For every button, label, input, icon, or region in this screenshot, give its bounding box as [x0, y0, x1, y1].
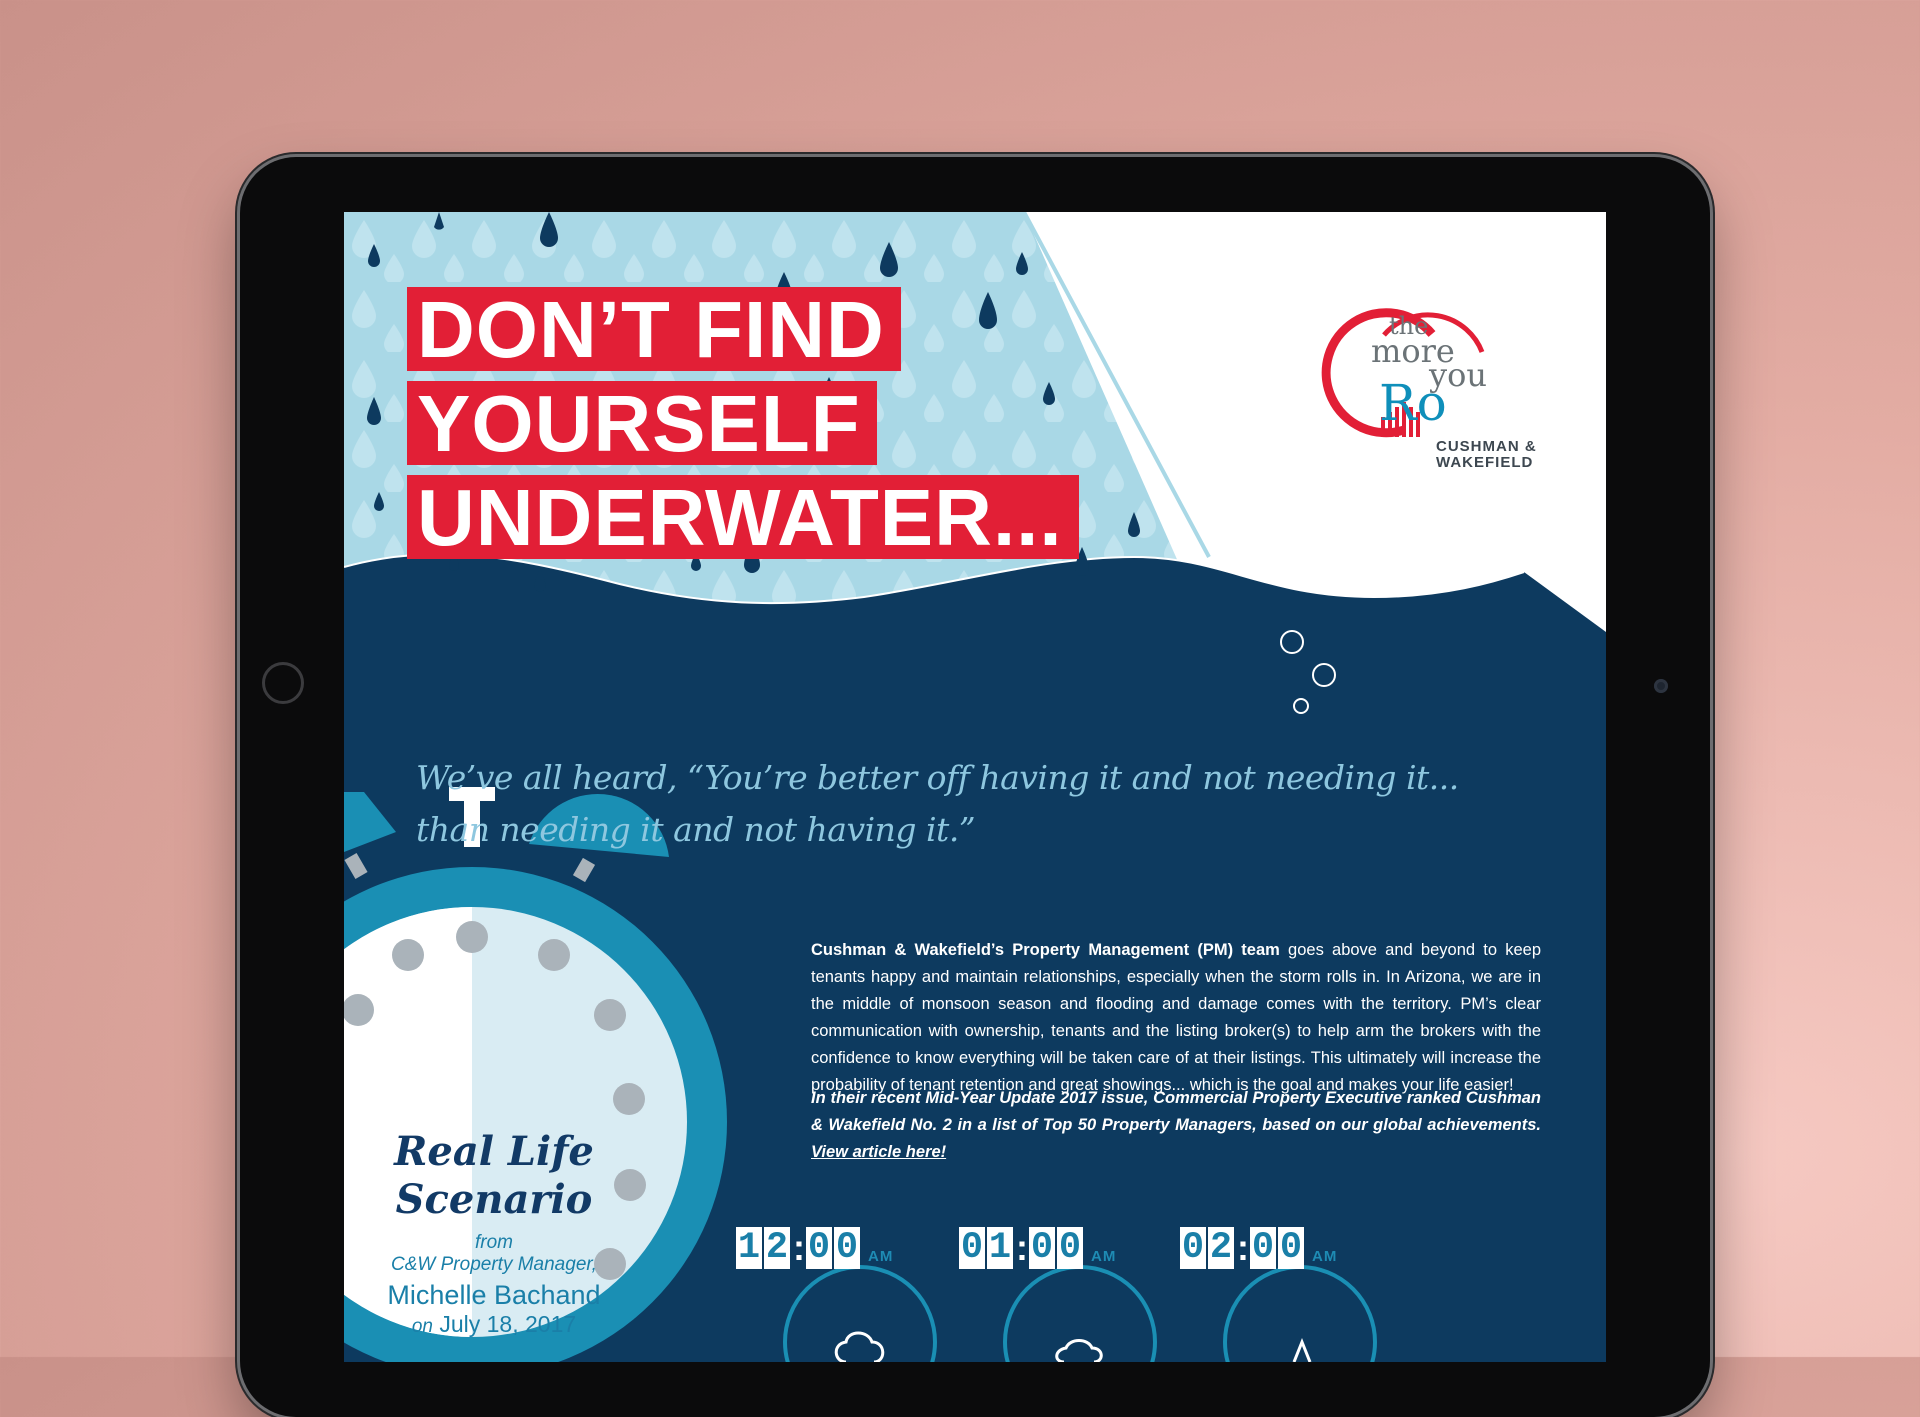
time-digit: 0: [1251, 1227, 1275, 1269]
body-paragraph: [811, 937, 1541, 1099]
quote-line-2: than needing it and not having it.”: [416, 810, 976, 849]
headline: [407, 287, 1079, 569]
time-digit: 0: [1030, 1227, 1054, 1269]
home-button[interactable]: [262, 662, 304, 704]
camera-icon: [1654, 679, 1668, 693]
time-digit: 0: [1058, 1227, 1082, 1269]
quote-line-1: We’ve all heard, “You’re better off having it and not needing it...: [416, 758, 1459, 797]
time-0200: [1180, 1227, 1337, 1269]
scenario-from: from: [475, 1232, 513, 1253]
time-digit: 0: [960, 1227, 984, 1269]
time-ampm: AM: [1312, 1248, 1338, 1265]
scenario-title-line-1: Real Life: [394, 1128, 594, 1175]
time-ampm: AM: [868, 1248, 894, 1265]
time-digit: 0: [807, 1227, 831, 1269]
scenario-title-line-2: Scenario: [395, 1176, 593, 1223]
logo-word-ro: Ro: [1379, 374, 1447, 432]
scenario-date-value: July 18, 2017: [439, 1311, 577, 1337]
body-text: goes above and beyond to keep tenants happy and maintain relationships, especially when the storm rolls in. In Arizona, we are in the middle of monsoon season and flooding and damage comes with the territory. PM’s clear communication with ownership, tenants and the listing broker(s) to help arm the brokers with the confidence to know everything will be taken care of at their listings. This ultimately will increase the probability of tenant retention and great showings... which is the goal and makes your life easier!: [811, 941, 1541, 1094]
body-lead: Cushman & Wakefield’s Property Management (PM) team: [811, 941, 1280, 959]
headline-line-3: UNDERWATER...: [407, 475, 1079, 559]
time-digit: 1: [988, 1227, 1012, 1269]
tablet-frame: [240, 157, 1710, 1417]
time-colon: :: [1016, 1227, 1028, 1268]
time-digit: 2: [765, 1227, 789, 1269]
time-digit: 0: [835, 1227, 859, 1269]
pull-quote: [416, 752, 1516, 856]
scenario-date-prefix: on: [411, 1316, 433, 1337]
scenario-title: [344, 1128, 644, 1224]
time-digit: 0: [1181, 1227, 1205, 1269]
time-digit: 2: [1209, 1227, 1233, 1269]
time-ampm: AM: [1091, 1248, 1117, 1265]
headline-line-2: YOURSELF: [407, 381, 877, 465]
logo-word-you: you: [1429, 356, 1487, 394]
logo-word-the: the: [1389, 312, 1429, 340]
scenario-block: [344, 1128, 644, 1338]
scenario-role: C&W Property Manager,: [391, 1254, 597, 1275]
scenario-date: [344, 1311, 644, 1338]
award-note: [811, 1085, 1541, 1166]
scenario-author: Michelle Bachand: [387, 1280, 601, 1310]
time-0100: [959, 1227, 1116, 1269]
headline-line-1: DON’T FIND: [407, 287, 901, 371]
logo-company-line-2: WAKEFIELD: [1436, 454, 1534, 471]
logo-company-line-1: CUSHMAN &: [1436, 438, 1537, 455]
view-article-link[interactable]: View article here!: [811, 1143, 947, 1161]
award-note-text: In their recent Mid-Year Update 2017 issue, Commercial Property Executive ranked Cushman & Wakefield No. 2 in a list of Top 50 Property Managers, based on our global achievements.: [811, 1089, 1541, 1134]
brand-logo: [1329, 312, 1579, 471]
time-colon: :: [1237, 1227, 1249, 1268]
logo-word-more: more: [1371, 332, 1455, 370]
newsletter-screen: [344, 212, 1606, 1362]
time-1200: [736, 1227, 893, 1269]
logo-company-name: [1436, 439, 1537, 471]
time-colon: :: [793, 1227, 805, 1268]
time-digit: 0: [1279, 1227, 1303, 1269]
time-digit: 1: [737, 1227, 761, 1269]
